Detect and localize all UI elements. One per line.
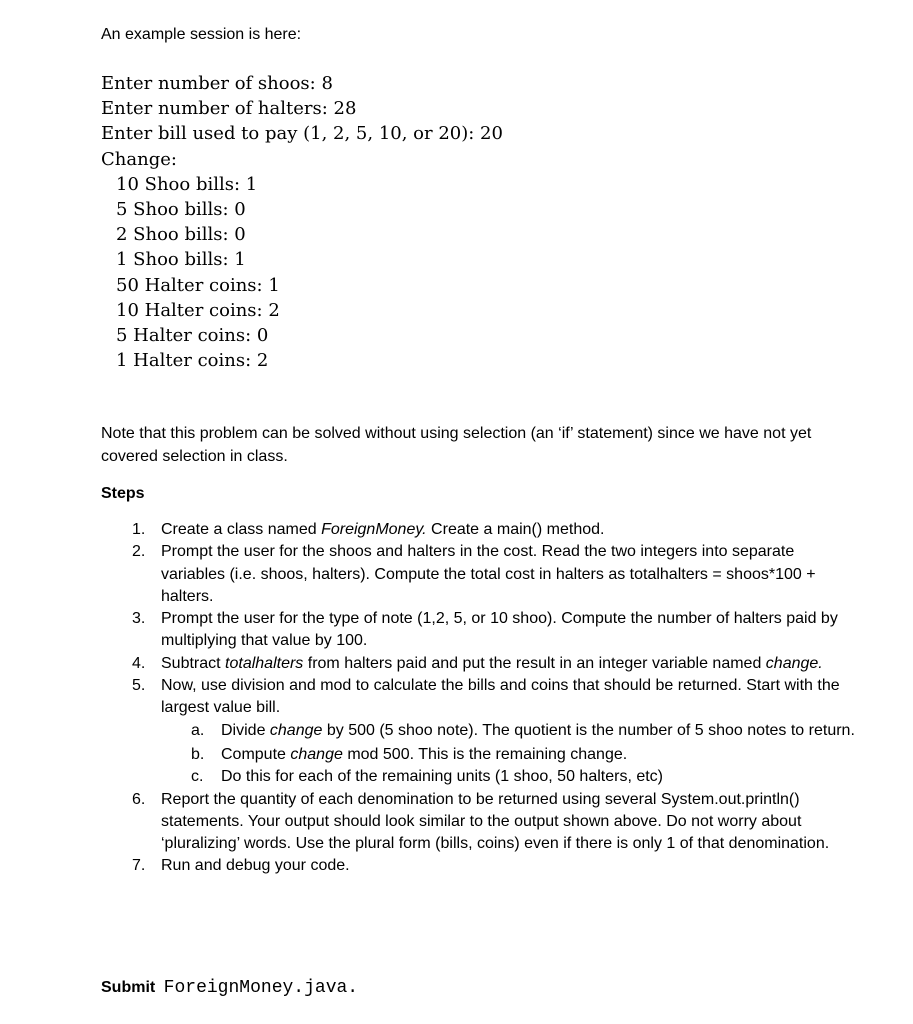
- session-line: Enter number of shoos: 8: [101, 73, 333, 94]
- substep-letter: c.: [191, 768, 204, 786]
- step-number: 4.: [132, 654, 146, 672]
- change-line: 5 Halter coins: 0: [116, 324, 269, 346]
- change-line: 10 Halter coins: 2: [116, 299, 280, 321]
- step-text: Divide: [221, 721, 270, 739]
- steps-list: [101, 519, 861, 878]
- change-line: 10 Shoo bills: 1: [116, 173, 258, 195]
- step-number: 1.: [132, 521, 146, 538]
- step-number: 5.: [132, 677, 146, 695]
- step-text: by 500 (5 shoo note). The quotient is the number of 5 shoo notes to return.: [322, 721, 855, 739]
- substeps-list: [161, 720, 861, 789]
- session-line: Change:: [101, 148, 177, 170]
- step-item: [101, 519, 861, 541]
- steps-heading: Steps: [101, 485, 145, 502]
- step-item: [101, 653, 861, 675]
- session-line: Enter number of halters: 28: [101, 98, 357, 120]
- variable-name: change: [269, 721, 323, 739]
- variable-name: change.: [765, 654, 823, 672]
- substep-letter: b.: [191, 745, 205, 763]
- step-item: [101, 608, 861, 653]
- step-text: Run and debug your code.: [161, 857, 350, 875]
- step-item: [101, 789, 861, 856]
- step-text: from halters paid and put the result in an integer variable named: [303, 654, 766, 672]
- step-text: mod 500. This is the remaining change.: [342, 745, 628, 763]
- substep-item: [161, 720, 861, 742]
- substep-letter: a.: [191, 721, 205, 739]
- change-line: 5 Shoo bills: 0: [116, 198, 246, 220]
- intro-text: An example session is here:: [101, 26, 302, 43]
- class-name: ForeignMoney.: [321, 521, 427, 538]
- step-text: Do this for each of the remaining units (1 shoo, 50 halters, etc): [221, 768, 664, 786]
- change-line: 50 Halter coins: 1: [116, 274, 280, 296]
- substep-item: [161, 744, 861, 766]
- step-number: 3.: [132, 610, 146, 628]
- variable-name: totalhalters: [225, 654, 304, 672]
- change-line: 2 Shoo bills: 0: [116, 224, 246, 246]
- step-number: 6.: [132, 790, 146, 808]
- submit-line: [101, 976, 358, 1000]
- step-text: Now, use division and mod to calculate the bills and coins that should be returned. Start with the largest value bill.: [161, 677, 840, 717]
- variable-name: change: [290, 745, 343, 763]
- step-text: Compute: [221, 745, 291, 763]
- substep-item: [161, 766, 861, 788]
- step-text: Prompt the user for the shoos and halters in the cost. Read the two integers into separate variables (i.e. shoos, halters). Compute the total cost in halters as totalhalters = shoos*100 + halters.: [161, 543, 816, 605]
- step-text: Subtract: [161, 654, 226, 672]
- step-item: [101, 541, 861, 608]
- step-text: Prompt the user for the type of note (1,2, 5, or 10 shoo). Compute the number of halters paid by multiplying that value by 100.: [161, 610, 838, 650]
- change-line: 1 Halter coins: 2: [116, 350, 269, 372]
- step-text: Report the quantity of each denomination to be returned using several System.out.println() statements. Your output should look similar to the output shown above. Do not worry about ‘pluralizing’ words. Use the plural form (bills, coins) even if there is only 1 of that denomination.: [161, 790, 830, 853]
- step-text: Create a class named: [161, 521, 322, 538]
- session-line: Enter bill used to pay (1, 2, 5, 10, or 20): 20: [101, 123, 503, 145]
- step-item: [101, 855, 861, 877]
- change-line: 1 Shoo bills: 1: [116, 249, 246, 271]
- example-session: [101, 71, 503, 373]
- step-item: [101, 675, 861, 788]
- step-number: 2.: [132, 543, 146, 561]
- step-text: Create a main() method.: [426, 521, 605, 538]
- step-number: 7.: [132, 857, 146, 875]
- note-paragraph: Note that this problem can be solved without using selection (an ‘if’ statement) since we have not yet covered selection in class.: [101, 425, 812, 465]
- submit-label: Submit: [101, 979, 156, 996]
- submit-filename: ForeignMoney.java.: [163, 978, 359, 998]
